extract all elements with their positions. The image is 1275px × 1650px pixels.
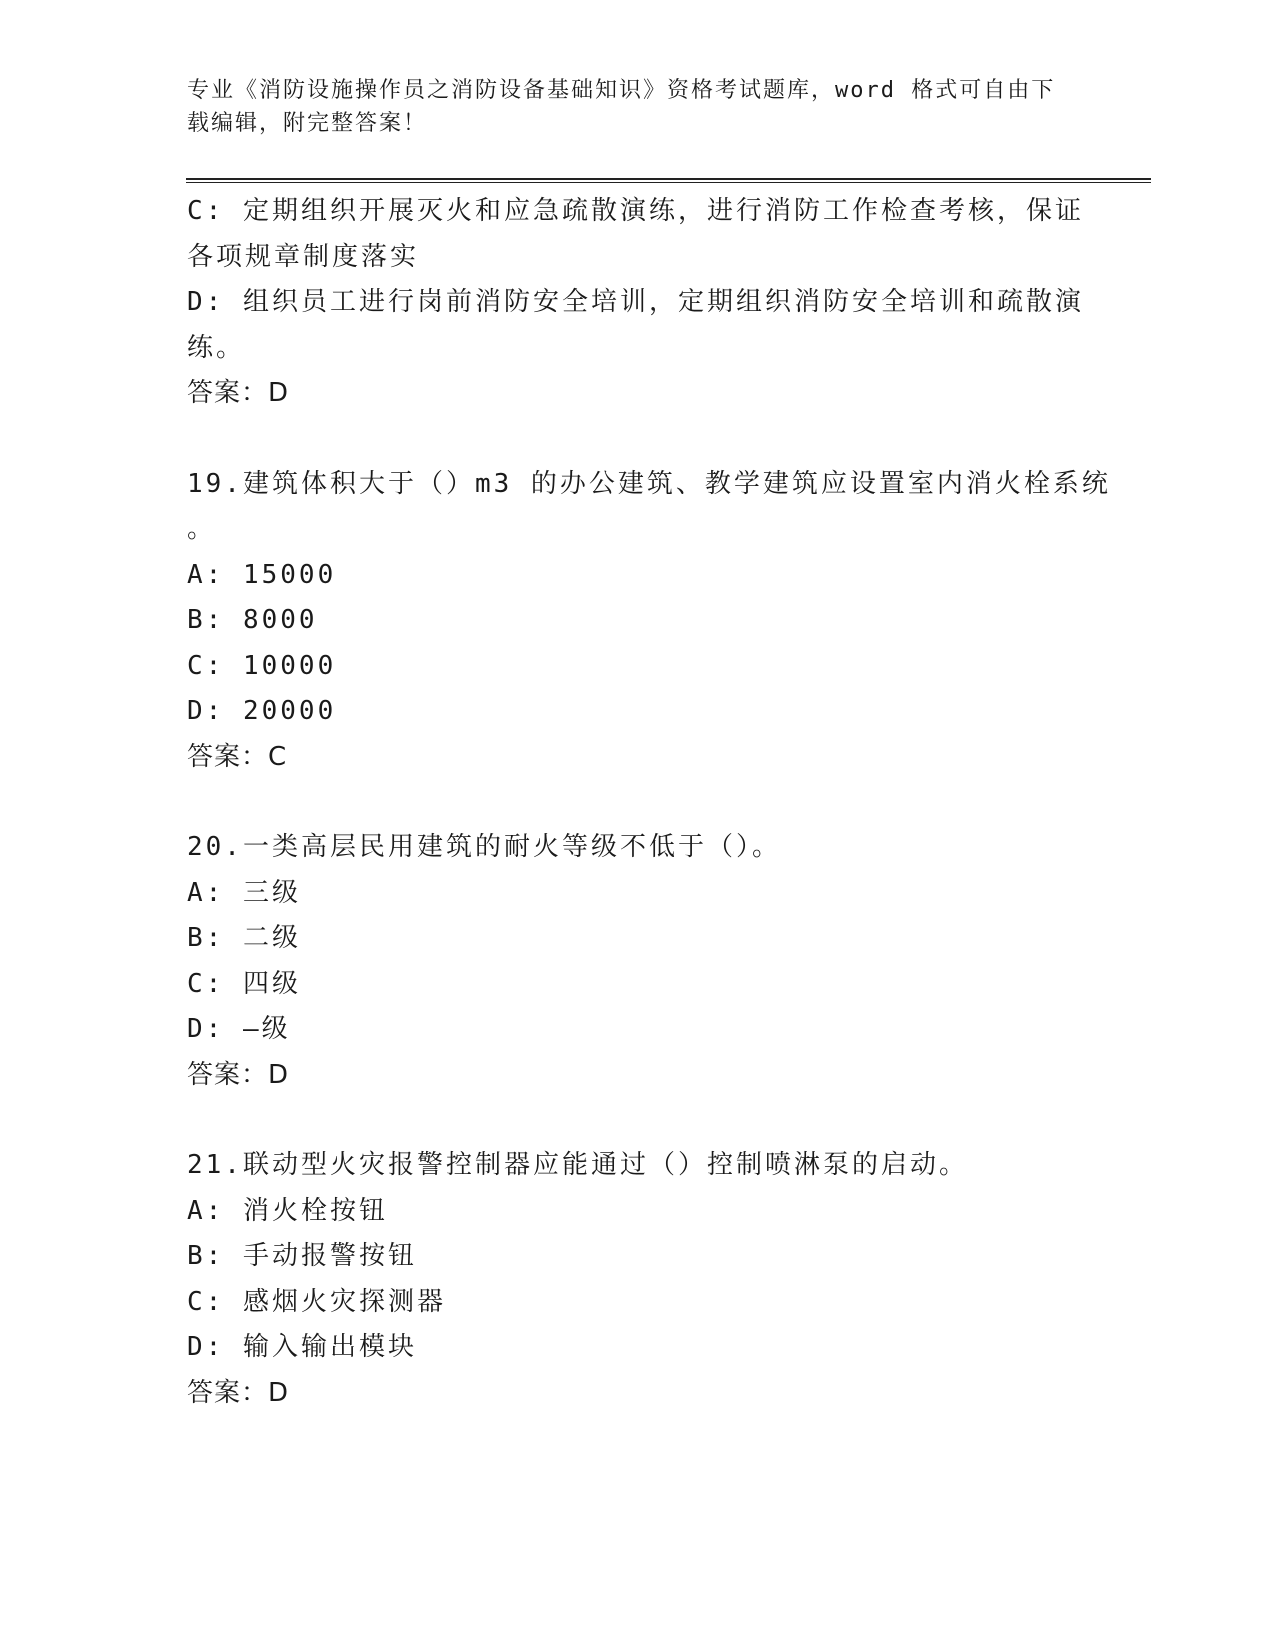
continued-question <box>187 189 1087 417</box>
option-b: B: 二级 <box>187 923 301 953</box>
header-line-1: 专业《消防设施操作员之消防设备基础知识》资格考试题库，word 格式可自由下 <box>187 78 1056 103</box>
option-d-line-1: D: 组织员工进行岗前消防安全培训，定期组织消防安全培训和疏散演 <box>187 287 1084 317</box>
option-b: B: 8000 <box>187 605 318 635</box>
option-a: A: 消火栓按钮 <box>187 1195 388 1226</box>
answer: 答案：D <box>187 378 290 408</box>
header-line-2: 载编辑，附完整答案！ <box>187 111 428 136</box>
answer: 答案：D <box>187 1377 290 1408</box>
question-body <box>187 189 1111 1416</box>
option-d: D: —级 <box>187 1014 291 1044</box>
question-stem-line-2: 。 <box>187 514 217 544</box>
option-d: D: 输入输出模块 <box>187 1332 417 1362</box>
page-header <box>187 74 1067 140</box>
header-divider-thin <box>186 182 1151 183</box>
option-c: C: 四级 <box>187 968 301 999</box>
answer: 答案：C <box>187 741 288 772</box>
question-stem-line-1: 19.建筑体积大于（）m3 的办公建筑、教学建筑应设置室内消火栓系统 <box>187 468 1111 499</box>
answer: 答案：D <box>187 1059 290 1090</box>
option-a: A: 15000 <box>187 559 337 590</box>
question-20 <box>187 825 1087 1098</box>
question-stem-line-1: 20.一类高层民用建筑的耐火等级不低于（）。 <box>187 832 781 862</box>
option-c-line-2: 各项规章制度落实 <box>187 241 420 272</box>
question-stem-line-1: 21.联动型火灾报警控制器应能通过（）控制喷淋泵的启动。 <box>187 1150 968 1180</box>
question-19 <box>187 462 1111 781</box>
option-b: B: 手动报警按钮 <box>187 1241 417 1271</box>
header-divider-thick <box>186 178 1151 180</box>
option-d-line-2: 练。 <box>187 332 246 363</box>
option-d: D: 20000 <box>187 696 337 726</box>
question-21 <box>187 1143 1087 1416</box>
option-c: C: 10000 <box>187 650 337 681</box>
option-a: A: 三级 <box>187 877 301 908</box>
option-c: C: 感烟火灾探测器 <box>187 1286 446 1317</box>
option-c-line-1: C: 定期组织开展灭火和应急疏散演练，进行消防工作检查考核，保证 <box>187 196 1084 226</box>
